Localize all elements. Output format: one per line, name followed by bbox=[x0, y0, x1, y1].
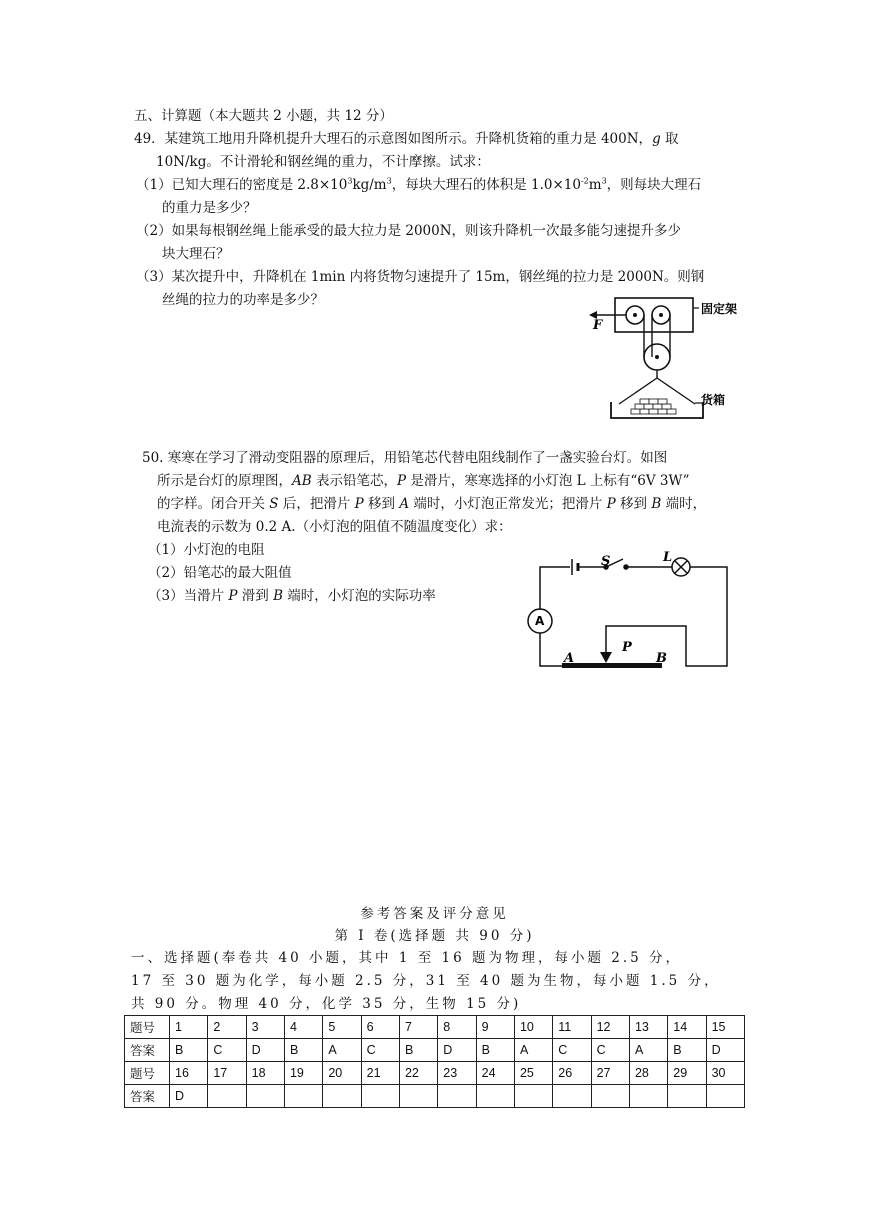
end-a-label: A bbox=[564, 651, 575, 666]
table-cell: 21 bbox=[361, 1062, 399, 1085]
q49-line-2: 10N/kg。不计滑轮和钢丝绳的重力，不计摩擦。试求： bbox=[156, 154, 490, 170]
table-cell: 18 bbox=[246, 1062, 284, 1085]
answer-table bbox=[124, 1015, 745, 1108]
table-cell bbox=[668, 1085, 706, 1108]
table-cell bbox=[361, 1085, 399, 1108]
table-cell: D bbox=[438, 1039, 476, 1062]
table-cell: 2 bbox=[208, 1016, 246, 1039]
section-title: 五、计算题（本大题共 2 小题，共 12 分） bbox=[134, 108, 393, 124]
switch-label: S bbox=[601, 554, 611, 569]
answers-intro-2: 17 至 30 题为化学，每小题 2.5 分，31 至 40 题为生物，每小题 1.5 分， bbox=[131, 973, 721, 989]
end-b-label: B bbox=[656, 651, 667, 666]
pencil-core bbox=[562, 663, 662, 668]
table-cell: D bbox=[246, 1039, 284, 1062]
circuit-figure bbox=[520, 545, 740, 675]
wire-left-bottom bbox=[540, 633, 565, 666]
q50-sub-2: （2）铅笔芯的最大阻值 bbox=[148, 565, 292, 581]
table-cell bbox=[284, 1085, 322, 1108]
table-cell: 23 bbox=[438, 1062, 476, 1085]
answers-title: 参考答案及评分意见 bbox=[360, 906, 509, 922]
table-cell: A bbox=[629, 1039, 667, 1062]
table-cell bbox=[476, 1085, 514, 1108]
q49-line-1: 49．某建筑工地用升降机提升大理石的示意图如图所示。升降机货箱的重力是 400N，g 取 bbox=[134, 131, 679, 147]
answers-subtitle: 第 I 卷(选择题 共 90 分) bbox=[334, 928, 535, 944]
table-cell: 24 bbox=[476, 1062, 514, 1085]
table-cell: C bbox=[591, 1039, 629, 1062]
table-cell: 7 bbox=[399, 1016, 437, 1039]
q50-line-3: 的字样。闭合开关 S 后，把滑片 P 移到 A 端时，小灯泡正常发光；把滑片 P 移到 B 端时， bbox=[157, 496, 707, 512]
q49-part-2-cont: 块大理石？ bbox=[162, 246, 230, 262]
table-cell: B bbox=[668, 1039, 706, 1062]
ammeter-label: A bbox=[535, 614, 545, 628]
q50-line-2: 所示是台灯的原理图，AB 表示铅笔芯，P 是滑片，寒寒选择的小灯泡 L 上标有“6V 3W” bbox=[157, 473, 690, 489]
table-cell bbox=[323, 1085, 361, 1108]
table-cell: 26 bbox=[553, 1062, 591, 1085]
table-cell: C bbox=[361, 1039, 399, 1062]
table-cell: 15 bbox=[706, 1016, 744, 1039]
q49-part-3: （3）某次提升中，升降机在 1min 内将货物匀速提升了 15m，钢丝绳的拉力是 2000N。则钢 bbox=[136, 269, 705, 285]
table-cell: 17 bbox=[208, 1062, 246, 1085]
q49-part-1-cont: 的重力是多少？ bbox=[162, 200, 257, 216]
table-cell: 13 bbox=[629, 1016, 667, 1039]
table-cell: 25 bbox=[514, 1062, 552, 1085]
table-row-numbers-2 bbox=[125, 1062, 745, 1085]
q50-sub-3: （3）当滑片 P 滑到 B 端时，小灯泡的实际功率 bbox=[148, 588, 436, 604]
q50-line-1: 50. 寒寒在学习了滑动变阻器的原理后，用铅笔芯代替电阻线制作了一盏实验台灯。如图 bbox=[142, 450, 668, 466]
table-cell bbox=[399, 1085, 437, 1108]
table-cell: 27 bbox=[591, 1062, 629, 1085]
table-cell bbox=[514, 1085, 552, 1108]
table-row-answers-1 bbox=[125, 1039, 745, 1062]
table-cell bbox=[208, 1085, 246, 1108]
table-cell: 20 bbox=[323, 1062, 361, 1085]
table-cell: 12 bbox=[591, 1016, 629, 1039]
table-cell: B bbox=[476, 1039, 514, 1062]
table-cell: 30 bbox=[706, 1062, 744, 1085]
answers-intro-3: 共 90 分。物理 40 分，化学 35 分，生物 15 分) bbox=[131, 996, 522, 1012]
table-row-header: 题号 bbox=[125, 1016, 170, 1039]
table-cell: A bbox=[323, 1039, 361, 1062]
table-cell: 22 bbox=[399, 1062, 437, 1085]
answers-intro-1: 一、选择题(奉卷共 40 小题，其中 1 至 16 题为物理，每小题 2.5 分， bbox=[131, 950, 683, 966]
table-cell bbox=[706, 1085, 744, 1108]
q50-line-4: 电流表的示数为 0.2 A.（小灯泡的阻值不随温度变化）求： bbox=[157, 519, 512, 535]
slider-arrow-icon bbox=[600, 652, 612, 663]
wire-left-top bbox=[540, 567, 570, 610]
table-cell: D bbox=[706, 1039, 744, 1062]
table-cell: B bbox=[284, 1039, 322, 1062]
table-cell: D bbox=[170, 1085, 208, 1108]
pulley-figure bbox=[585, 290, 745, 430]
table-cell bbox=[553, 1085, 591, 1108]
table-cell bbox=[629, 1085, 667, 1108]
table-cell: 8 bbox=[438, 1016, 476, 1039]
table-row-header: 答案 bbox=[125, 1039, 170, 1062]
table-cell: 4 bbox=[284, 1016, 322, 1039]
table-row-numbers-1 bbox=[125, 1016, 745, 1039]
q49-part-3-cont: 丝绳的拉力的功率是多少？ bbox=[162, 292, 324, 308]
table-cell: 19 bbox=[284, 1062, 322, 1085]
table-cell: 16 bbox=[170, 1062, 208, 1085]
box-label: 货箱 bbox=[701, 393, 726, 407]
table-cell: 6 bbox=[361, 1016, 399, 1039]
table-cell: 9 bbox=[476, 1016, 514, 1039]
table-cell: 14 bbox=[668, 1016, 706, 1039]
table-cell: 10 bbox=[514, 1016, 552, 1039]
lamp-label: L bbox=[663, 550, 673, 565]
table-cell: 3 bbox=[246, 1016, 284, 1039]
table-cell: C bbox=[208, 1039, 246, 1062]
q50-sub-1: （1）小灯泡的电阻 bbox=[148, 542, 265, 558]
table-cell: 5 bbox=[323, 1016, 361, 1039]
table-cell: 1 bbox=[170, 1016, 208, 1039]
table-cell bbox=[246, 1085, 284, 1108]
table-cell: A bbox=[514, 1039, 552, 1062]
table-cell: C bbox=[553, 1039, 591, 1062]
force-label: F bbox=[593, 318, 603, 333]
table-row-answers-2 bbox=[125, 1085, 745, 1108]
table-cell: B bbox=[399, 1039, 437, 1062]
q49-part-1: （1）已知大理石的密度是 $2.8\times 10^3kg/m^3$，每块大理石的体积是 $1.0\times 10^{-2}m^3$，则每块大理石 bbox=[136, 176, 702, 193]
table-row-header: 答案 bbox=[125, 1085, 170, 1108]
table-cell: 29 bbox=[668, 1062, 706, 1085]
table-cell bbox=[438, 1085, 476, 1108]
q49-part-2: （2）如果每根钢丝绳上能承受的最大拉力是 2000N，则该升降机一次最多能匀速提升多少 bbox=[136, 223, 682, 239]
table-row-header: 题号 bbox=[125, 1062, 170, 1085]
frame-label: 固定架 bbox=[701, 302, 738, 316]
table-cell: B bbox=[170, 1039, 208, 1062]
table-cell bbox=[591, 1085, 629, 1108]
table-cell: 28 bbox=[629, 1062, 667, 1085]
marble-blocks bbox=[631, 399, 676, 414]
slider-label: P bbox=[622, 640, 632, 655]
table-cell: 11 bbox=[553, 1016, 591, 1039]
